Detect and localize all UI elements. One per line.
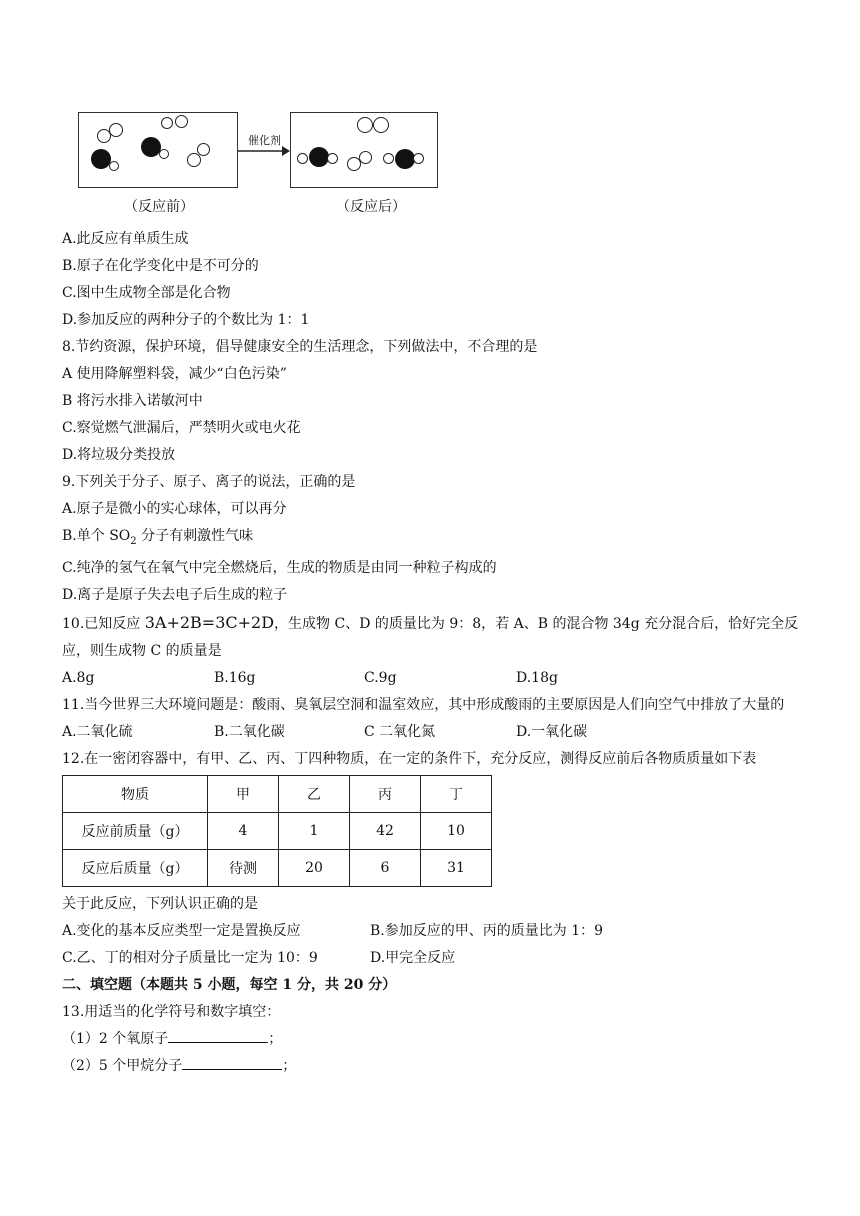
white-atom [327, 153, 338, 164]
q11-option-d: D.一氧化碳 [516, 723, 588, 740]
q11-options [62, 719, 802, 746]
q10-stem-start: 10.已知反应 [62, 615, 145, 632]
white-atom [413, 153, 424, 164]
q12-option-d: D.甲完全反应 [370, 949, 456, 966]
black-atom [309, 147, 329, 167]
white-atom [161, 117, 173, 129]
white-atom [187, 153, 201, 167]
white-atom [109, 161, 119, 171]
white-atom [357, 117, 373, 133]
q11-option-a: A.二氧化硫 [62, 723, 133, 740]
white-atom [197, 143, 210, 156]
table-header-cell: 甲 [208, 775, 279, 812]
table-cell: 待测 [208, 849, 279, 886]
answer-blank[interactable] [182, 1055, 282, 1070]
q11-stem: 11.当今世界三大环境问题是：酸雨、臭氧层空洞和温室效应，其中形成酸雨的主要原因是人们向空气中排放了大量的 [62, 696, 785, 713]
q7-option-a: A.此反应有单质生成 [62, 231, 189, 247]
q10-stem-end: ，生成物 C、D 的质量比为 9：8，若 A、B 的混合物 34g 充分混合后，恰好完全反应，则生成物 C 的质量是 [62, 615, 799, 659]
q12-stem: 12.在一密闭容器中，有甲、乙、丙、丁四种物质，在一定的条件下，充分反应，测得反应前后各物质质量如下表 [62, 750, 757, 767]
q10-option-b: B.16g [214, 669, 256, 686]
table-cell: 6 [350, 849, 421, 886]
q10-options [62, 665, 802, 692]
q7-option-b: B.原子在化学变化中是不可分的 [62, 258, 259, 274]
q9-option-b-text-end: 分子有刺激性气味 [136, 528, 254, 544]
q12-after-text: 关于此反应，下列认识正确的是 [62, 895, 258, 912]
after-reaction-box [290, 112, 438, 188]
table-cell: 42 [350, 812, 421, 849]
q9-option-b-text: B.单个 SO [62, 528, 131, 544]
table-cell: 反应前质量（g） [63, 812, 208, 849]
semicolon: ； [268, 1030, 283, 1047]
q13-item-2-label: （2）5 个甲烷分子 [62, 1057, 183, 1074]
white-atom [297, 153, 308, 164]
white-atom [359, 151, 372, 164]
q12-option-a: A.变化的基本反应类型一定是置换反应 [62, 922, 301, 939]
q8-option-a: A 使用降解塑料袋，减少“白色污染” [62, 366, 287, 382]
table-header-cell: 物质 [63, 775, 208, 812]
white-atom [109, 123, 123, 137]
white-atom [383, 153, 394, 164]
q11-option-b: B.二氧化碳 [214, 723, 285, 740]
q10-option-a: A.8g [62, 669, 95, 686]
table-header-cell: 乙 [279, 775, 350, 812]
before-caption: （反应前） [124, 199, 194, 215]
black-atom [141, 137, 161, 157]
black-atom [91, 149, 111, 169]
section-heading: 二、填空题（本题共 5 小题，每空 1 分，共 20 分） [62, 976, 397, 993]
exam-page [62, 104, 802, 1080]
q10-option-c: C.9g [364, 669, 397, 686]
q8-option-c: C.察觉燃气泄漏后，严禁明火或电火花 [62, 420, 301, 436]
q9-option-c: C.纯净的氢气在氧气中完全燃烧后，生成的物质是由同一种粒子构成的 [62, 559, 497, 576]
q8-stem: 8.节约资源，保护环境，倡导健康安全的生活理念，下列做法中，不合理的是 [62, 339, 538, 355]
q7-option-d: D.参加反应的两种分子的个数比为 1：1 [62, 312, 310, 328]
subscript: 2 [130, 535, 137, 547]
q13-item-1 [62, 1026, 802, 1053]
q10-option-d: D.18g [516, 669, 558, 686]
q13-item-1-label: （1）2 个氧原子 [62, 1030, 169, 1047]
white-atom [175, 115, 188, 128]
table-cell: 10 [421, 812, 492, 849]
black-atom [395, 149, 415, 169]
q9-option-d: D.离子是原子失去电子后生成的粒子 [62, 586, 288, 603]
q10-stem [62, 609, 802, 665]
table-header-cell: 丁 [421, 775, 492, 812]
table-header-row [63, 775, 492, 812]
q13-stem: 13.用适当的化学符号和数字填空： [62, 1003, 281, 1020]
q9-option-a: A.原子是微小的实心球体，可以再分 [62, 501, 287, 517]
q9-option-b [62, 523, 802, 555]
after-caption: （反应后） [336, 199, 406, 215]
table-cell: 1 [279, 812, 350, 849]
q8-option-d: D.将垃圾分类投放 [62, 447, 176, 463]
q10-equation: 3A+2B=3C+2D [144, 612, 275, 632]
reaction-arrow [238, 144, 290, 158]
table-row [63, 849, 492, 886]
semicolon: ； [282, 1057, 297, 1074]
q12-option-c: C.乙、丁的相对分子质量比一定为 10：9 [62, 949, 318, 966]
catalyst-label: 催化剂 [248, 134, 281, 147]
table-cell: 20 [279, 849, 350, 886]
q9-stem: 9.下列关于分子、原子、离子的说法，正确的是 [62, 474, 356, 490]
table-cell: 31 [421, 849, 492, 886]
table-cell: 4 [208, 812, 279, 849]
reaction-diagram [78, 104, 458, 226]
white-atom [373, 117, 389, 133]
q12-options-row1 [62, 918, 802, 945]
before-reaction-box [78, 112, 238, 188]
mass-table [62, 775, 492, 887]
white-atom [159, 149, 169, 159]
q12-options-row2 [62, 945, 802, 972]
q12-option-b: B.参加反应的甲、丙的质量比为 1：9 [370, 922, 604, 939]
table-header-cell: 丙 [350, 775, 421, 812]
q7-option-c: C.图中生成物全部是化合物 [62, 285, 231, 301]
q13-item-2 [62, 1053, 802, 1080]
table-cell: 反应后质量（g） [63, 849, 208, 886]
answer-blank[interactable] [168, 1028, 268, 1043]
q11-option-c: C 二氧化氮 [364, 723, 436, 740]
q8-option-b: B 将污水排入诺敏河中 [62, 393, 203, 409]
table-row [63, 812, 492, 849]
